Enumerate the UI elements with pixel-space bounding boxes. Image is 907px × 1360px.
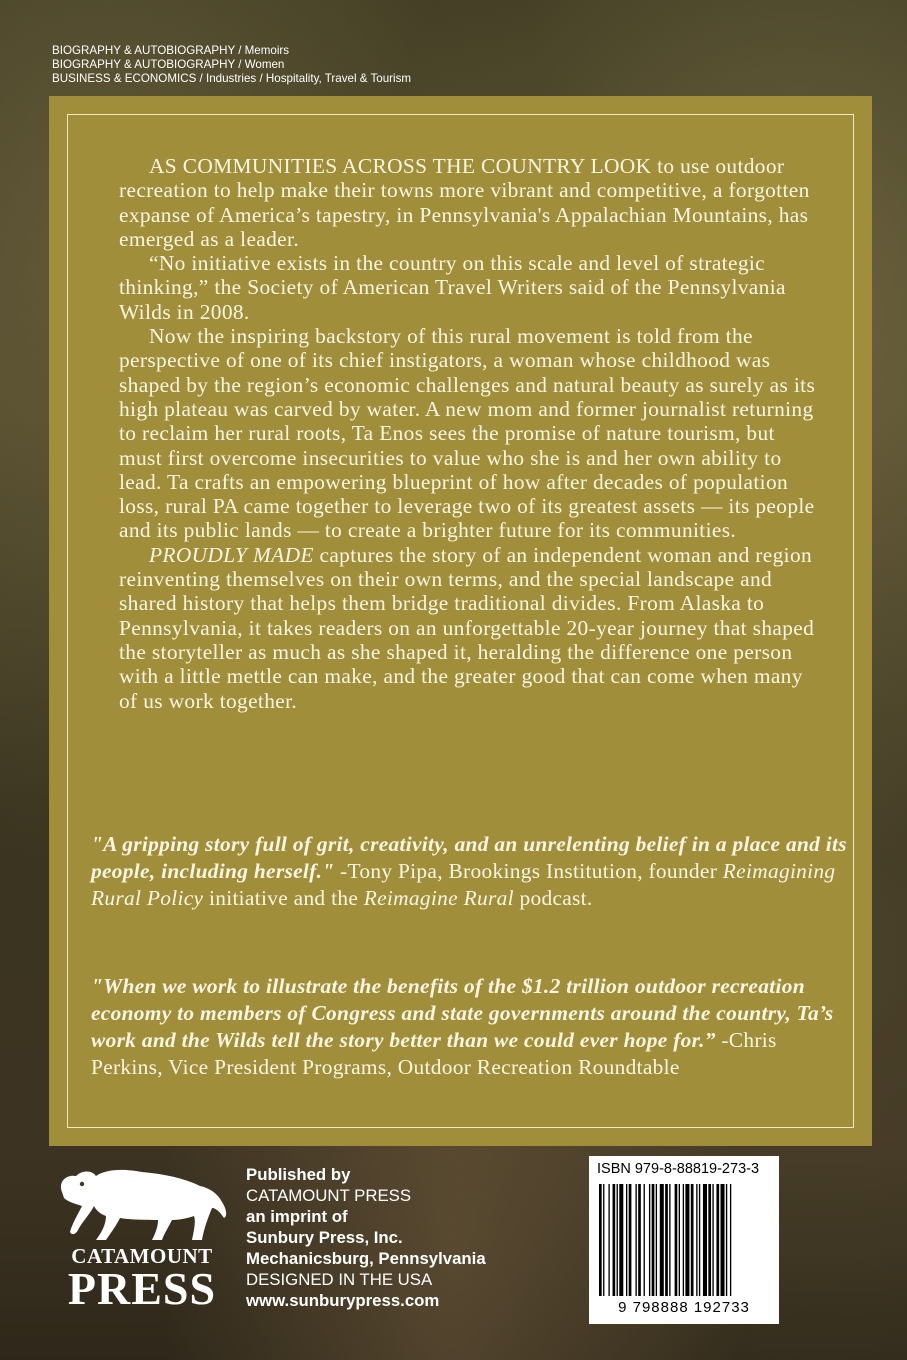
barcode-bar bbox=[721, 1184, 725, 1296]
barcode-bar bbox=[629, 1184, 632, 1296]
barcode-bar bbox=[679, 1184, 680, 1296]
blurb-paragraph: Now the inspiring backstory of this rural movement is told from the perspective of one of its chief instigators, a woman whose childhood was shaped by the region’s economic challenges and natural beauty as surely as its high plateau was carved by water. A new mom and former journalist returning to reclaim her rural roots, Ta Enos sees the promise of nature tourism, but must first overcome insecurities to value who she is and her own ability to lead. Ta crafts an empowering blueprint of how after decades of population loss, rural PA came together to leverage two of its greatest assets — its people and its public lands — to create a brighter future for its communities. bbox=[119, 324, 816, 543]
quote-attribution: -Chris Perkins, Vice President Programs, Outdoor Recreation Roundtable bbox=[91, 1028, 777, 1079]
bisac-categories bbox=[52, 44, 411, 86]
endorsement-quote bbox=[91, 973, 851, 1081]
barcode-bar bbox=[603, 1184, 604, 1296]
barcode-bar bbox=[649, 1184, 650, 1296]
blurb-paragraph bbox=[119, 543, 819, 713]
catamount-icon bbox=[52, 1152, 232, 1247]
barcode-bar bbox=[660, 1184, 664, 1296]
publisher-line: Mechanicsburg, Pennsylvania bbox=[246, 1249, 486, 1268]
barcode-digits: 9 798888 192733 bbox=[618, 1299, 750, 1316]
catamount-press-logo bbox=[52, 1152, 232, 1312]
publisher-line: an imprint of bbox=[246, 1207, 348, 1226]
barcode-bar bbox=[626, 1184, 627, 1296]
barcode-bar bbox=[617, 1184, 618, 1296]
category-line: BIOGRAPHY & AUTOBIOGRAPHY / Memoirs bbox=[52, 44, 290, 57]
barcode-bar bbox=[644, 1184, 645, 1296]
quote-attribution: -Tony Pipa, Brookings Institution, founder bbox=[334, 859, 723, 883]
barcode-bar bbox=[703, 1184, 707, 1296]
barcode-bars bbox=[597, 1184, 771, 1300]
barcode-bar bbox=[635, 1184, 636, 1296]
publisher-info bbox=[246, 1164, 486, 1311]
barcode-bar bbox=[656, 1184, 657, 1296]
publisher-line: Sunbury Press, Inc. bbox=[246, 1228, 403, 1247]
barcode-bar bbox=[683, 1184, 684, 1296]
barcode-bar bbox=[730, 1184, 731, 1296]
quote-attribution: podcast. bbox=[513, 886, 593, 910]
barcode-bar bbox=[608, 1184, 609, 1296]
barcode-bar bbox=[599, 1184, 602, 1296]
publisher-line: DESIGNED IN THE USA bbox=[246, 1270, 433, 1289]
barcode-bar bbox=[669, 1184, 670, 1296]
blurb-paragraph: AS COMMUNITIES ACROSS THE COUNTRY LOOK to use outdoor recreation to help make their towns more vibrant and competitive, a forgotten expanse of America’s tapestry, in Pennsylvania's Appalachian Mountains, has emerged as a leader. bbox=[119, 154, 810, 251]
logo-word-catamount: CATAMOUNT bbox=[71, 1244, 213, 1268]
barcode-bar bbox=[652, 1184, 655, 1296]
quote-text: "When we work to illustrate the benefits of the $1.2 trillion outdoor recreation economy to members of Congress and state governments around the country, Ta’s work and the Wilds tell the story better than we could ever hope for.” bbox=[91, 974, 834, 1052]
barcode-bar bbox=[685, 1184, 689, 1296]
barcode-bar bbox=[712, 1184, 713, 1296]
barcode-bar bbox=[613, 1184, 616, 1296]
quote-attribution-em: Reimagining Rural Policy bbox=[91, 859, 836, 910]
book-blurb bbox=[119, 154, 819, 713]
barcode-bar bbox=[665, 1184, 668, 1296]
barcode-bar bbox=[691, 1184, 694, 1296]
blurb-text: captures the story of an independent woman and region reinventing themselves on their own terms, and the special landscape and shared history that helps them bridge traditional divides. From Alaska to Pennsylvania, it takes readers on an unforgettable 20-year journey that shaped the storyteller as much as she shaped it, heralding the difference one person with a little mettle can make, and the greater good that can come when many of us work together. bbox=[119, 542, 815, 713]
barcode-bar bbox=[708, 1184, 711, 1296]
category-line: BIOGRAPHY & AUTOBIOGRAPHY / Women bbox=[52, 58, 285, 71]
publisher-line: CATAMOUNT PRESS bbox=[246, 1186, 412, 1205]
barcode-bar bbox=[638, 1184, 641, 1296]
barcode-bar bbox=[699, 1184, 700, 1296]
barcode-bar bbox=[726, 1184, 727, 1296]
publisher-website: www.sunburypress.com bbox=[246, 1291, 440, 1310]
isbn-barcode bbox=[589, 1156, 779, 1324]
barcode-bar bbox=[716, 1184, 719, 1296]
logo-word-press: PRESS bbox=[67, 1263, 217, 1314]
publisher-line: Published by bbox=[246, 1165, 351, 1184]
description-panel bbox=[49, 96, 872, 1146]
barcode-bar bbox=[619, 1184, 623, 1296]
category-line: BUSINESS & ECONOMICS / Industries / Hospitality, Travel & Tourism bbox=[52, 72, 412, 85]
blurb-paragraph: “No initiative exists in the country on this scale and level of strategic thinking,” the Society of American Travel Writers said of the Pennsylvania Wilds in 2008. bbox=[119, 251, 786, 324]
book-title: PROUDLY MADE bbox=[149, 542, 314, 567]
quote-text: "A gripping story full of grit, creativity, and an unrelenting belief in a place and its people, including herself." bbox=[91, 832, 847, 883]
barcode-bar bbox=[675, 1184, 678, 1296]
endorsement-quote bbox=[91, 831, 851, 912]
quote-attribution-em: Reimagine Rural bbox=[363, 886, 514, 910]
quote-attribution: initiative and the bbox=[203, 886, 364, 910]
isbn-number: ISBN 979-8-88819-273-3 bbox=[597, 1161, 760, 1177]
barcode-bar bbox=[696, 1184, 697, 1296]
